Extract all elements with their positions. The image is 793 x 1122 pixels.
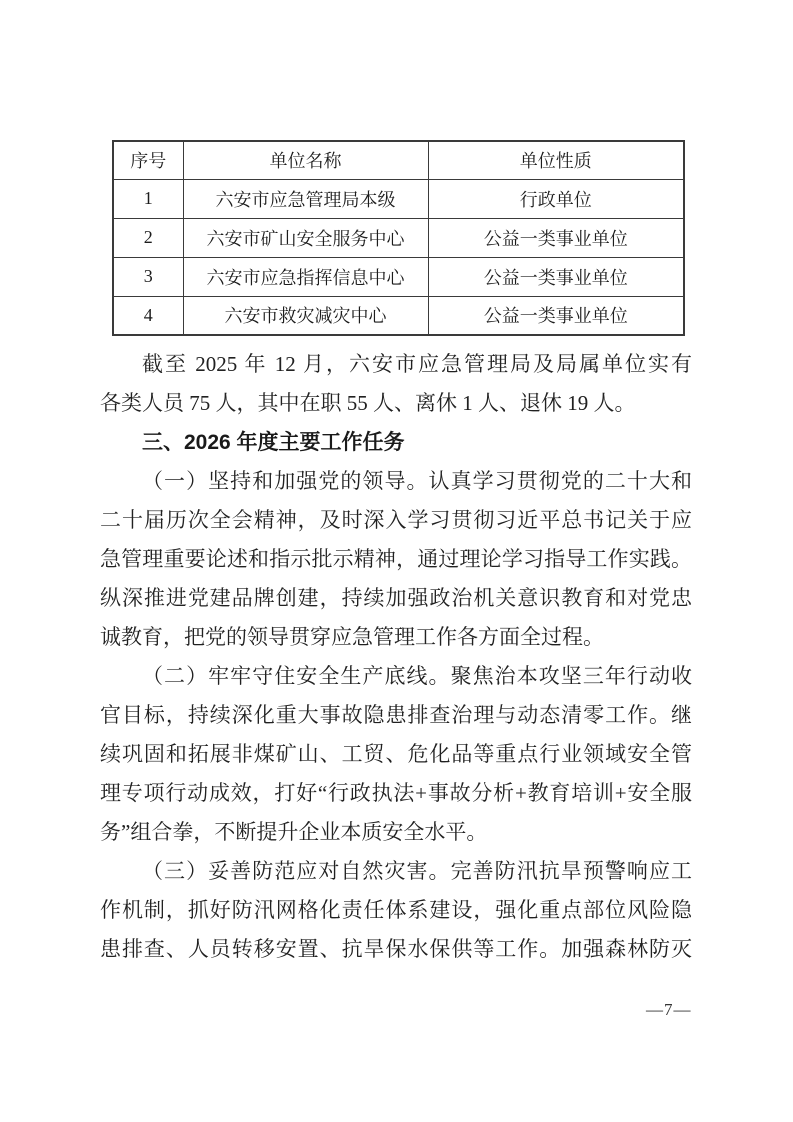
table-cell: 4	[113, 296, 183, 335]
table-cell: 行政单位	[428, 179, 684, 218]
table-row	[113, 296, 684, 335]
table-cell: 1	[113, 179, 183, 218]
table-row	[113, 218, 684, 257]
table-cell: 公益一类事业单位	[428, 296, 684, 335]
paragraph-line: （三）妥善防范应对自然灾害。完善防汛抗旱预警响应工	[142, 859, 692, 883]
body-text	[100, 345, 692, 969]
table-header-cell: 单位名称	[183, 141, 428, 179]
unit-table	[112, 140, 685, 336]
paragraph-line: 截至 2025 年 12 月，六安市应急管理局及局属单位实有	[142, 352, 692, 376]
paragraph-line: 二十届历次全会精神，及时深入学习贯彻习近平总书记关于应	[100, 508, 692, 532]
table-cell: 六安市应急指挥信息中心	[183, 257, 428, 296]
paragraph-line: 诚教育，把党的领导贯穿应急管理工作各方面全过程。	[100, 625, 604, 649]
paragraph-line: 续巩固和拓展非煤矿山、工贸、危化品等重点行业领域安全管	[100, 742, 692, 766]
table-cell: 六安市应急管理局本级	[183, 179, 428, 218]
table-cell: 公益一类事业单位	[428, 257, 684, 296]
table-cell: 公益一类事业单位	[428, 218, 684, 257]
table-row	[113, 179, 684, 218]
paragraph-line: 官目标，持续深化重大事故隐患排查治理与动态清零工作。继	[100, 703, 692, 727]
paragraph-line: 患排查、人员转移安置、抗旱保水保供等工作。加强森林防灭	[100, 937, 692, 961]
table-cell: 六安市救灾减灾中心	[183, 296, 428, 335]
paragraph-line: （二）牢牢守住安全生产底线。聚焦治本攻坚三年行动收	[142, 664, 692, 688]
paragraph-line: 各类人员 75 人，其中在职 55 人、离休 1 人、退休 19 人。	[100, 391, 636, 415]
paragraph-line: （一）坚持和加强党的领导。认真学习贯彻党的二十大和	[142, 469, 692, 493]
table-cell: 六安市矿山安全服务中心	[183, 218, 428, 257]
table-header-cell: 序号	[113, 141, 183, 179]
page-number: —7—	[646, 1000, 692, 1019]
table-header-row	[113, 141, 684, 179]
table-cell: 2	[113, 218, 183, 257]
paragraph-line: 急管理重要论述和指示批示精神，通过理论学习指导工作实践。	[100, 547, 692, 571]
unit-table-body	[113, 179, 684, 335]
table-header-cell: 单位性质	[428, 141, 684, 179]
table-row	[113, 257, 684, 296]
paragraph-line: 纵深推进党建品牌创建，持续加强政治机关意识教育和对党忠	[100, 586, 692, 610]
section-heading: 三、2026 年度主要工作任务	[142, 431, 405, 454]
paragraph-line: 理专项行动成效，打好“行政执法+事故分析+教育培训+安全服	[100, 781, 692, 805]
paragraph-line: 务”组合拳，不断提升企业本质安全水平。	[100, 820, 488, 844]
table-cell: 3	[113, 257, 183, 296]
paragraph-line: 作机制，抓好防汛网格化责任体系建设，强化重点部位风险隐	[100, 898, 692, 922]
